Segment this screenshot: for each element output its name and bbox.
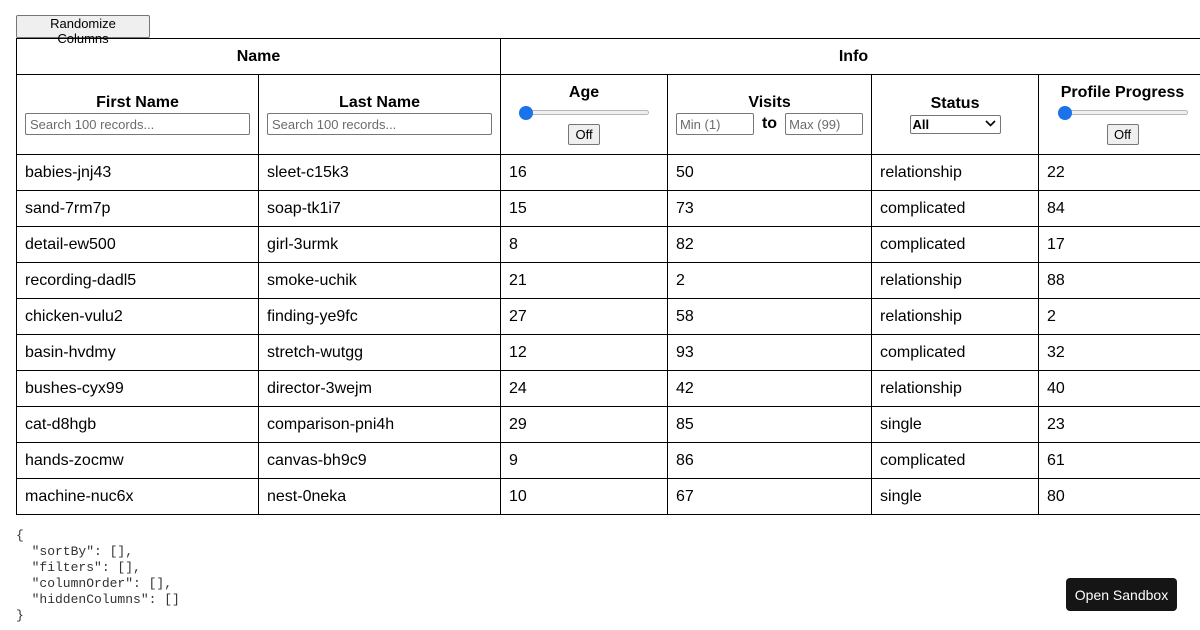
cell-age: 29	[501, 407, 668, 443]
age-slider-thumb[interactable]	[519, 106, 533, 120]
cell-last-name: stretch-wutgg	[259, 335, 501, 371]
cell-first-name: sand-7rm7p	[17, 191, 259, 227]
table-row	[17, 443, 1200, 479]
group-header-info[interactable]: Info	[501, 39, 1200, 75]
table-body	[17, 155, 1200, 515]
cell-status: complicated	[872, 335, 1039, 371]
table-row	[17, 191, 1200, 227]
cell-profile-progress: 32	[1039, 335, 1200, 371]
status-select[interactable]	[910, 115, 1001, 134]
column-header-age	[501, 75, 668, 155]
column-title-profile-progress[interactable]: Profile Progress	[1060, 84, 1185, 101]
cell-last-name: smoke-uchik	[259, 263, 501, 299]
visits-range-to-label: to	[761, 115, 778, 132]
column-title-visits[interactable]: Visits	[748, 94, 791, 111]
column-title-age[interactable]: Age	[568, 84, 600, 101]
randomize-columns-button[interactable]: Randomize Columns	[16, 15, 150, 38]
column-title-status[interactable]: Status	[930, 95, 980, 112]
column-header-first-name	[17, 75, 259, 155]
data-table	[16, 38, 1200, 515]
cell-status: relationship	[872, 299, 1039, 335]
open-sandbox-button[interactable]: Open Sandbox	[1066, 578, 1177, 611]
column-header-last-name	[259, 75, 501, 155]
group-header-name[interactable]: Name	[17, 39, 501, 75]
cell-age: 21	[501, 263, 668, 299]
table-state-json: { "sortBy": [], "filters": [], "columnOrder": [], "hiddenColumns": [] }	[16, 528, 180, 623]
table-row	[17, 299, 1200, 335]
first-name-search-input[interactable]	[25, 113, 250, 135]
cell-profile-progress: 2	[1039, 299, 1200, 335]
cell-profile-progress: 84	[1039, 191, 1200, 227]
chevron-down-icon	[985, 116, 996, 133]
cell-profile-progress: 40	[1039, 371, 1200, 407]
table-row	[17, 227, 1200, 263]
visits-max-input[interactable]	[785, 113, 863, 135]
column-title-last-name[interactable]: Last Name	[339, 94, 420, 111]
table-row	[17, 479, 1200, 515]
cell-last-name: canvas-bh9c9	[259, 443, 501, 479]
cell-status: single	[872, 407, 1039, 443]
table-row	[17, 335, 1200, 371]
cell-visits: 42	[668, 371, 872, 407]
cell-status: relationship	[872, 371, 1039, 407]
visits-min-input[interactable]	[676, 113, 754, 135]
age-slider-track	[521, 110, 649, 115]
progress-off-button[interactable]: Off	[1107, 124, 1139, 145]
cell-profile-progress: 88	[1039, 263, 1200, 299]
cell-status: complicated	[872, 191, 1039, 227]
cell-age: 8	[501, 227, 668, 263]
cell-age: 10	[501, 479, 668, 515]
table-row	[17, 155, 1200, 191]
column-header-row	[17, 75, 1200, 155]
cell-last-name: nest-0neka	[259, 479, 501, 515]
cell-last-name: girl-3urmk	[259, 227, 501, 263]
cell-first-name: cat-d8hgb	[17, 407, 259, 443]
cell-visits: 2	[668, 263, 872, 299]
cell-first-name: chicken-vulu2	[17, 299, 259, 335]
cell-first-name: detail-ew500	[17, 227, 259, 263]
column-header-visits	[668, 75, 872, 155]
cell-age: 15	[501, 191, 668, 227]
cell-age: 12	[501, 335, 668, 371]
cell-status: complicated	[872, 443, 1039, 479]
cell-first-name: hands-zocmw	[17, 443, 259, 479]
age-off-button[interactable]: Off	[568, 124, 600, 145]
cell-profile-progress: 61	[1039, 443, 1200, 479]
cell-last-name: director-3wejm	[259, 371, 501, 407]
cell-visits: 67	[668, 479, 872, 515]
cell-profile-progress: 23	[1039, 407, 1200, 443]
cell-visits: 73	[668, 191, 872, 227]
table-row	[17, 407, 1200, 443]
last-name-search-input[interactable]	[267, 113, 492, 135]
cell-visits: 86	[668, 443, 872, 479]
cell-last-name: finding-ye9fc	[259, 299, 501, 335]
progress-slider-track	[1060, 110, 1188, 115]
cell-profile-progress: 80	[1039, 479, 1200, 515]
cell-first-name: basin-hvdmy	[17, 335, 259, 371]
column-header-status	[872, 75, 1039, 155]
age-slider[interactable]	[519, 104, 649, 122]
cell-age: 16	[501, 155, 668, 191]
cell-visits: 58	[668, 299, 872, 335]
cell-last-name: sleet-c15k3	[259, 155, 501, 191]
visits-range-filter	[676, 113, 863, 135]
table-row	[17, 263, 1200, 299]
column-header-profile-progress	[1039, 75, 1200, 155]
cell-status: single	[872, 479, 1039, 515]
cell-age: 24	[501, 371, 668, 407]
status-select-value: All	[912, 117, 930, 132]
cell-status: relationship	[872, 155, 1039, 191]
cell-visits: 93	[668, 335, 872, 371]
cell-visits: 50	[668, 155, 872, 191]
cell-first-name: bushes-cyx99	[17, 371, 259, 407]
cell-profile-progress: 22	[1039, 155, 1200, 191]
cell-age: 9	[501, 443, 668, 479]
progress-slider-thumb[interactable]	[1058, 106, 1072, 120]
cell-age: 27	[501, 299, 668, 335]
cell-status: complicated	[872, 227, 1039, 263]
table-row	[17, 371, 1200, 407]
progress-slider[interactable]	[1058, 104, 1188, 122]
cell-profile-progress: 17	[1039, 227, 1200, 263]
header-group-row	[17, 39, 1200, 75]
cell-visits: 82	[668, 227, 872, 263]
cell-first-name: recording-dadl5	[17, 263, 259, 299]
column-title-first-name[interactable]: First Name	[96, 94, 179, 111]
cell-first-name: machine-nuc6x	[17, 479, 259, 515]
cell-last-name: comparison-pni4h	[259, 407, 501, 443]
cell-visits: 85	[668, 407, 872, 443]
cell-first-name: babies-jnj43	[17, 155, 259, 191]
cell-last-name: soap-tk1i7	[259, 191, 501, 227]
cell-status: relationship	[872, 263, 1039, 299]
